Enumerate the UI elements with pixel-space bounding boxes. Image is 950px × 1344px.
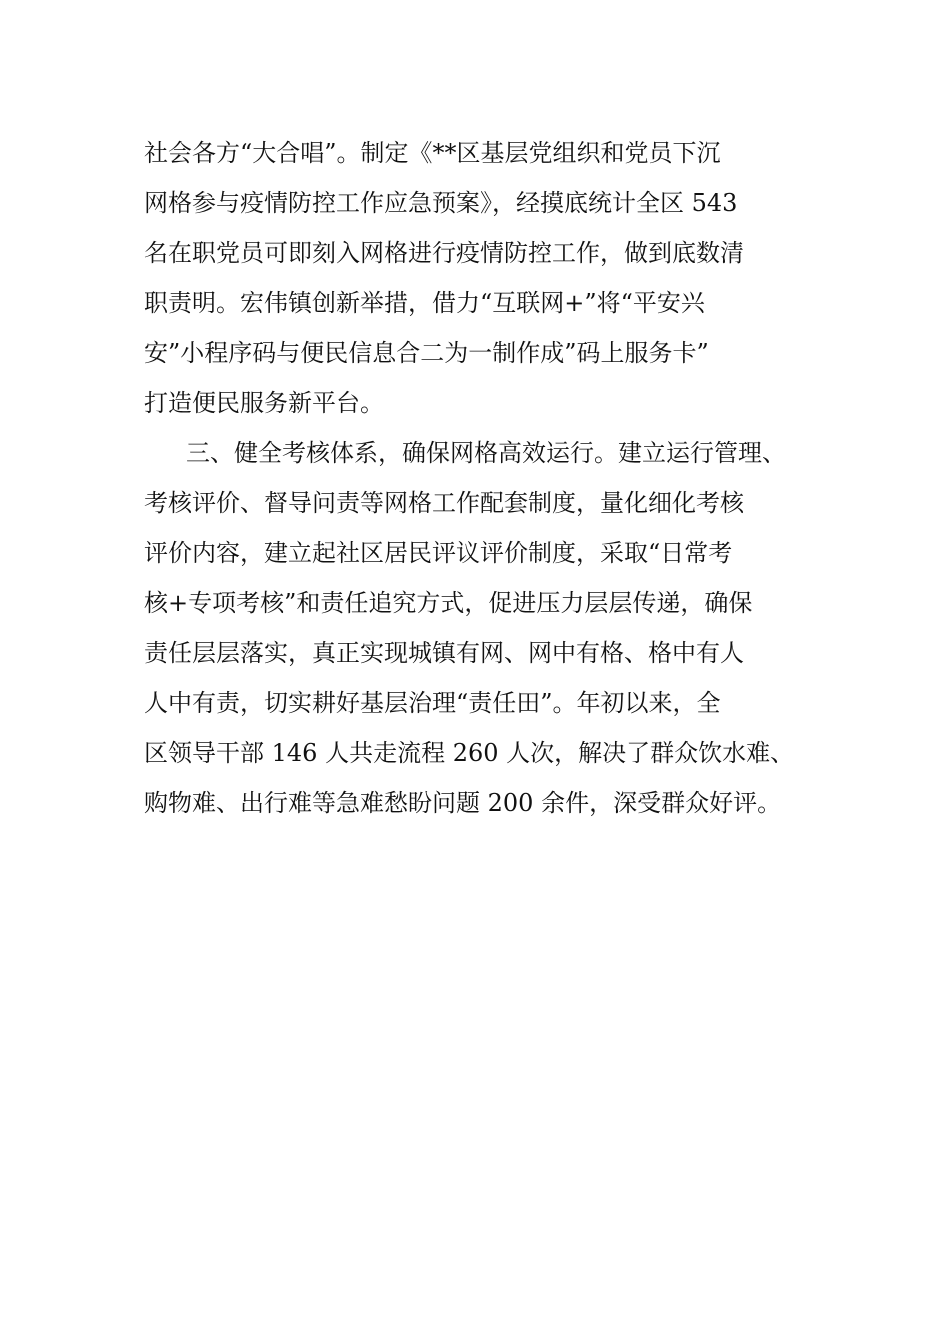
text-line: 考核评价、督导问责等网格工作配套制度，量化细化考核 <box>144 489 744 517</box>
text-line: 核+专项考核”和责任追究方式，促进压力层层传递，确保 <box>144 589 753 617</box>
text-line: 评价内容，建立起社区居民评议评价制度，采取“日常考 <box>144 539 733 567</box>
text-line: 名在职党员可即刻入网格进行疫情防控工作，做到底数清 <box>144 239 744 267</box>
text-line: 网格参与疫情防控工作应急预案》，经摸底统计全区 543 <box>144 189 738 217</box>
text-line: 购物难、出行难等急难愁盼问题 200 余件，深受群众好评。 <box>144 789 782 817</box>
text-line: 打造便民服务新平台。 <box>144 389 384 417</box>
text-line: 职责明。宏伟镇创新举措，借力“互联网+”将“平安兴 <box>144 289 705 317</box>
text-line: 社会各方“大合唱”。制定《**区基层党组织和党员下沉 <box>144 139 721 167</box>
body-text <box>144 128 844 828</box>
text-line: 区领导干部 146 人共走流程 260 人次，解决了群众饮水难、 <box>144 739 795 767</box>
text-line: 人中有责，切实耕好基层治理“责任田”。年初以来，全 <box>144 689 721 717</box>
text-line: 责任层层落实，真正实现城镇有网、网中有格、格中有人 <box>144 639 744 667</box>
text-line: 安”小程序码与便民信息合二为一制作成”码上服务卡” <box>144 339 709 367</box>
paragraph-heading-line: 三、健全考核体系，确保网格高效运行。建立运行管理、 <box>186 439 786 467</box>
